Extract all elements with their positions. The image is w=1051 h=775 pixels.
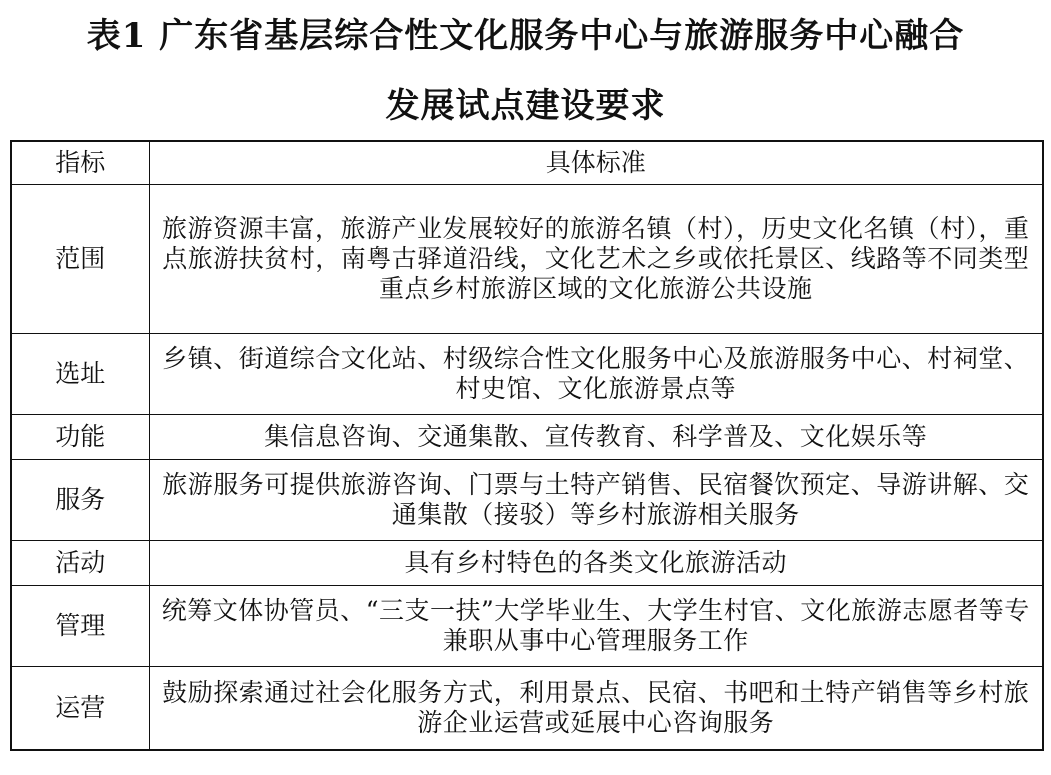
requirements-table [10,140,1044,751]
indicator-cell: 服务 [11,460,149,541]
table-row-range [11,185,1043,334]
indicator-cell: 活动 [11,541,149,586]
table-row-management [11,586,1043,667]
standard-cell: 旅游服务可提供旅游咨询、门票与土特产销售、民宿餐饮预定、导游讲解、交通集散（接驳）等乡村旅游相关服务 [149,460,1043,541]
indicator-cell: 选址 [11,334,149,415]
table-row-operation [11,667,1043,751]
indicator-cell: 管理 [11,586,149,667]
table-row-function [11,415,1043,460]
table-title-line-1: 表1 广东省基层综合性文化服务中心与旅游服务中心融合 [86,16,965,56]
table-row-site [11,334,1043,415]
standard-cell: 集信息咨询、交通集散、宣传教育、科学普及、文化娱乐等 [149,415,1043,460]
standard-cell: 统筹文体协管员、“三支一扶”大学毕业生、大学生村官、文化旅游志愿者等专兼职从事中心管理服务工作 [149,586,1043,667]
table-title-line-2: 发展试点建设要求 [385,86,666,126]
indicator-cell: 功能 [11,415,149,460]
indicator-cell: 范围 [11,185,149,334]
indicator-cell: 运营 [11,667,149,751]
table-row-activity [11,541,1043,586]
table-header-row [11,141,1043,185]
standard-cell: 鼓励探索通过社会化服务方式，利用景点、民宿、书吧和土特产销售等乡村旅游企业运营或延展中心咨询服务 [149,667,1043,751]
header-standard: 具体标准 [149,141,1043,185]
standard-cell: 乡镇、街道综合文化站、村级综合性文化服务中心及旅游服务中心、村祠堂、村史馆、文化旅游景点等 [149,334,1043,415]
header-indicator: 指标 [11,141,149,185]
table-row-service [11,460,1043,541]
standard-cell: 旅游资源丰富，旅游产业发展较好的旅游名镇（村），历史文化名镇（村），重点旅游扶贫村，南粤古驿道沿线，文化艺术之乡或依托景区、线路等不同类型重点乡村旅游区域的文化旅游公共设施 [149,185,1043,334]
standard-cell: 具有乡村特色的各类文化旅游活动 [149,541,1043,586]
